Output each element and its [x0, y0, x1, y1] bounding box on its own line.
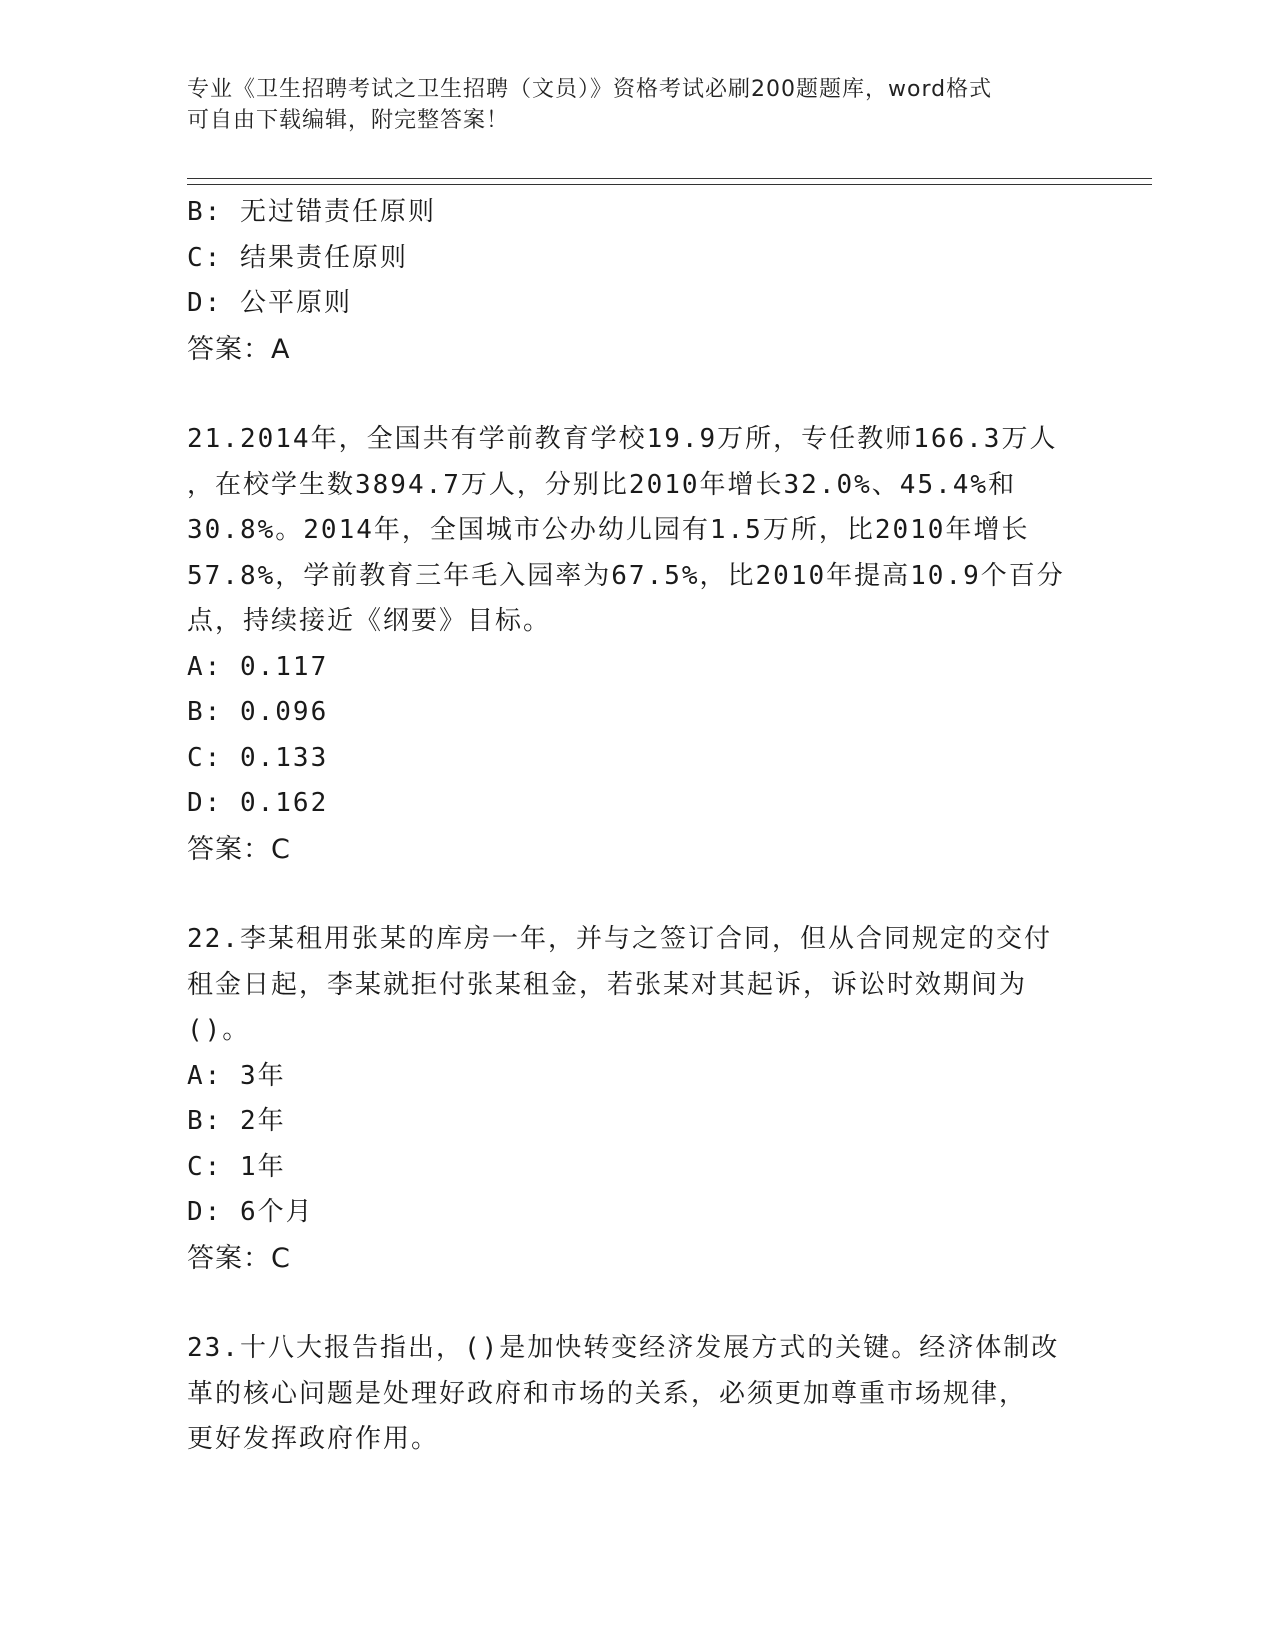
- question-20: [187, 190, 1092, 372]
- spacer: [187, 1281, 1092, 1326]
- spacer: [187, 872, 1092, 917]
- question-23: [187, 1326, 1092, 1463]
- header-rule-top: [187, 178, 1152, 179]
- question-line: 租金日起，李某就拒付张某租金，若张某对其起诉，诉讼时效期间为: [187, 969, 1028, 1000]
- option-d: D: 公平原则: [187, 288, 352, 318]
- question-line: ()。: [187, 1015, 251, 1045]
- option-d: D: 0.162: [187, 788, 329, 818]
- option-c: C: 结果责任原则: [187, 242, 408, 273]
- header-line-2: 可自由下载编辑，附完整答案！: [187, 108, 510, 133]
- question-line: 57.8%，学前教育三年毛入园率为67.5%，比2010年提高10.9个百分: [187, 560, 1065, 591]
- answer-line: 答案：C: [187, 833, 291, 865]
- option-b: B: 0.096: [187, 697, 329, 727]
- option-a: A: 0.117: [187, 651, 329, 682]
- question-line: 更好发挥政府作用。: [187, 1424, 440, 1454]
- question-text: [187, 917, 1092, 1054]
- spacer: [187, 372, 1092, 417]
- header-rule-bottom: [187, 184, 1152, 185]
- question-line: ，在校学生数3894.7万人，分别比2010年增长32.0%、45.4%和: [187, 469, 1017, 500]
- question-21: [187, 417, 1092, 872]
- option-b: B: 2年: [187, 1106, 286, 1136]
- option-c: C: 1年: [187, 1151, 286, 1182]
- question-line: 点，持续接近《纲要》目标。: [187, 606, 552, 636]
- question-line: 22.李某租用张某的库房一年，并与之签订合同，但从合同规定的交付: [187, 924, 1052, 954]
- answer-line: 答案：C: [187, 1242, 291, 1274]
- question-22: [187, 917, 1092, 1281]
- question-line: 革的核心问题是处理好政府和市场的关系，必须更加尊重市场规律，: [187, 1378, 1028, 1409]
- option-c: C: 0.133: [187, 742, 329, 773]
- option-a: A: 3年: [187, 1060, 286, 1091]
- question-line: 23.十八大报告指出，()是加快转变经济发展方式的关键。经济体制改: [187, 1333, 1060, 1363]
- option-b: B: 无过错责任原则: [187, 197, 436, 227]
- question-line: 30.8%。2014年，全国城市公办幼儿园有1.5万所，比2010年增长: [187, 515, 1030, 545]
- question-text: [187, 1326, 1092, 1463]
- question-text: [187, 417, 1092, 645]
- document-body: [187, 190, 1092, 1463]
- header-line-1: 专业《卫生招聘考试之卫生招聘（文员）》资格考试必刷200题题库，word格式: [187, 77, 993, 102]
- answer-line: 答案：A: [187, 333, 291, 365]
- question-line: 21.2014年，全国共有学前教育学校19.9万所，专任教师166.3万人: [187, 424, 1058, 454]
- option-d: D: 6个月: [187, 1197, 314, 1227]
- document-header: [187, 74, 1067, 136]
